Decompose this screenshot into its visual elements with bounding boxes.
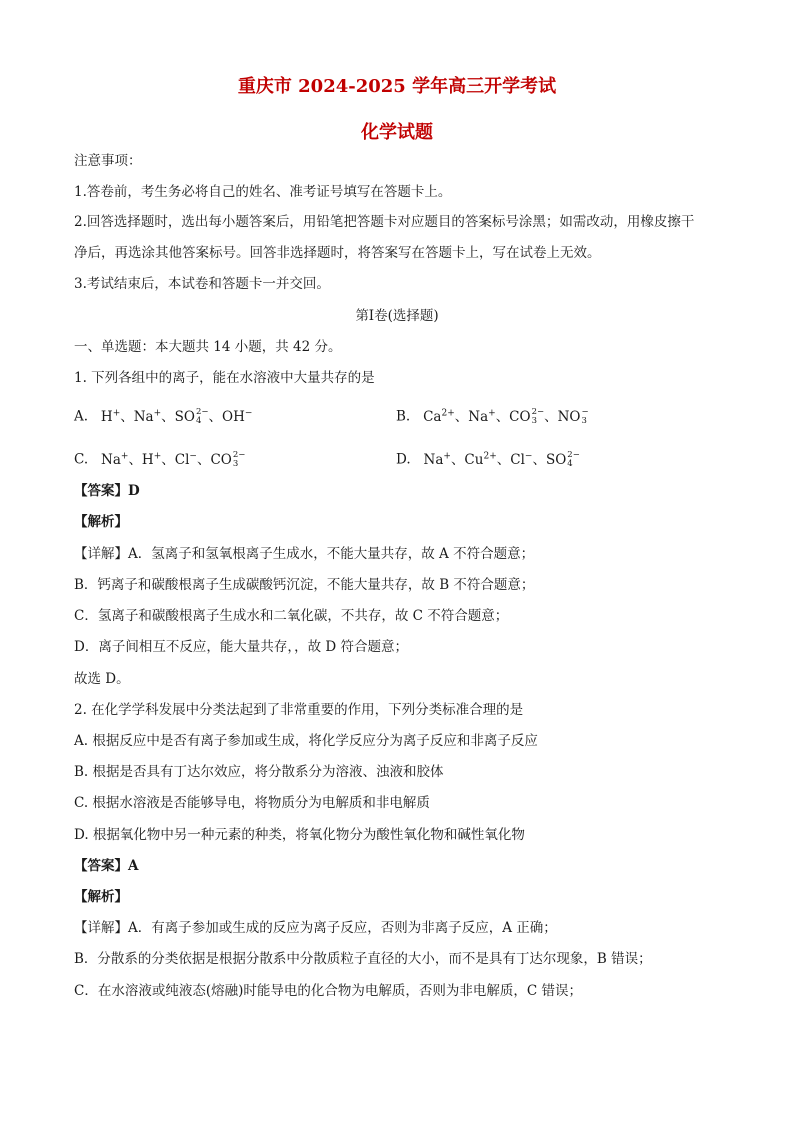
q1-option-b-ions: $Ca^{2+}$、Na+、CO 2− 3 、NO − 3 [414,407,589,426]
q2-detail-c: C．在水溶液或纯液态(熔融)时能导电的化合物为电解质，否则为非电解质，C 错误； [74,983,582,999]
q1-answer: 【答案】D [74,483,140,499]
question-2-stem: 2. 在化学学科发展中分类法起到了非常重要的作用，下列分类标准合理的是 [74,702,524,718]
note-item-1: 1.答卷前，考生务必将自己的姓名、准考证号填写在答题卡上。 [74,184,452,200]
q2-option-a: A. 根据反应中是否有离子参加或生成，将化学反应分为离子反应和非离子反应 [74,733,538,749]
q1-option-b [396,403,589,427]
question-1-stem: 1. 下列各组中的离子，能在水溶液中大量共存的是 [74,370,375,386]
q1-option-c-ions: Na+、H+、Cl−、CO 2− 3 [92,450,246,469]
q1-conclusion: 故选 D。 [74,671,130,687]
part-heading: 一、单选题：本大题共 14 小题，共 42 分。 [74,339,342,355]
q2-analysis-heading: 【解析】 [74,889,128,905]
q1-option-a [74,403,252,427]
q1-option-d-label: D. [396,451,411,468]
q1-option-a-label: A. [74,408,89,425]
note-item-2a: 2.回答选择题时，选出每小题答案后，用铅笔把答题卡对应题目的答案标号涂黑；如需改动，用橡皮擦干 [74,214,695,230]
q1-option-c-label: C. [74,451,89,468]
q1-analysis-heading: 【解析】 [74,514,128,530]
q1-option-a-ions: H+、Na+、SO 2− 4 、OH− [92,407,253,426]
section-title: 第Ⅰ卷(选择题) [355,308,439,324]
q2-detail-b: B．分散系的分类依据是根据分散系中分散质粒子直径的大小，而不是具有丁达尔现象，B 错误； [74,951,652,967]
q2-option-d: D. 根据氧化物中另一种元素的种类，将氧化物分为酸性氧化物和碱性氧化物 [74,827,525,843]
q2-option-c: C. 根据水溶液是否能够导电，将物质分为电解质和非电解质 [74,795,430,811]
q1-detail-d: D．离子间相互不反应，能大量共存，，故 D 符合题意； [74,639,408,655]
notes-heading: 注意事项： [74,153,142,169]
q2-detail-a: 【详解】A．有离子参加或生成的反应为离子反应，否则为非离子反应，A 正确； [74,920,557,936]
q1-detail-a: 【详解】A．氢离子和氢氧根离子生成水，不能大量共存，故 A 不符合题意； [74,546,535,562]
note-item-2b: 净后，再选涂其他答案标号。回答非选择题时，将答案写在答题卡上，写在试卷上无效。 [74,245,601,261]
q1-option-d-ions: Na+、$Cu^{2+}$、Cl−、SO 2− 4 [414,450,580,469]
q1-option-c [74,446,245,470]
q1-detail-b: B．钙离子和碳酸根离子生成碳酸钙沉淀，不能大量共存，故 B 不符合题意； [74,577,535,593]
note-item-3: 3.考试结束后，本试卷和答题卡一并交回。 [74,276,330,292]
exam-title: 重庆市 2024-2025 学年高三开学考试 [237,76,557,97]
q1-detail-c: C．氢离子和碳酸根离子生成水和二氧化碳，不共存，故 C 不符合题意； [74,608,509,624]
q1-option-b-label: B. [396,408,411,425]
q2-answer: 【答案】A [74,858,139,874]
q1-option-d [396,446,580,470]
q2-option-b: B. 根据是否具有丁达尔效应，将分散系分为溶液、浊液和胶体 [74,764,444,780]
exam-subject: 化学试题 [361,122,433,143]
